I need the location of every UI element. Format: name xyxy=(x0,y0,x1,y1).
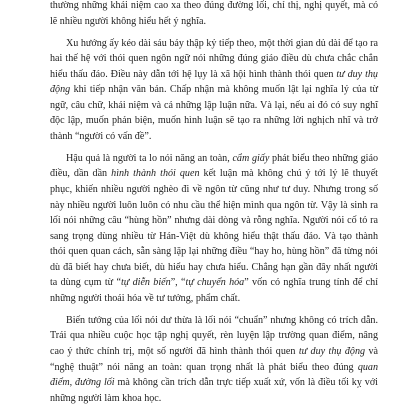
italic-phrase: tư duy thụ động xyxy=(50,68,378,96)
text-run: mà không cần trích dẫn trực tiếp xuất xứ, vốn là điều tối kỵ với những người làm khoa học. xyxy=(50,377,378,404)
italic-phrase: cẩm giấy xyxy=(232,152,270,164)
italic-phrase: hình thành thói quen xyxy=(111,168,200,180)
paragraph-3 xyxy=(50,151,378,306)
document-page xyxy=(50,0,378,406)
text-run: ” vốn có nghĩa trung tính để chỉ những người thoái hóa về tư tưởng, phẩm chất. xyxy=(50,277,378,304)
paragraph-4 xyxy=(50,313,378,406)
text-run: khi tiếp nhận văn bản. Chấp nhận mà không muốn lật lại nghĩa lý của từ ngữ, câu chữ, khái niệm và cả những lập luận nữa. Và lại, nếu ai đó có suy nghĩ độc lập, muốn phản biện, muốn hình luận sẽ tạo ra những lời nghịch nhĩ và trở thành “người có vấn đề”. xyxy=(50,84,378,142)
italic-phrase: tư duy thụ động xyxy=(298,345,366,357)
text-run: và “nghệ thuật” nói năng an toàn: quan trọng nhất là phát biểu theo đúng xyxy=(50,345,378,373)
text-run: kết luận mà không chú ý tới lý lẽ thuyết phục, khiến nhiều người nghèo đi về ngôn từ cũng như tư duy. Nhưng trong số này nhiều người luôn luôn có nhu cầu thể hiện mình qua ngôn từ. Vậy là sinh ra lối nói những câu “hùng hồn” nhưng dài dòng và rỗng nghĩa. Người nói cố tỏ ra sang trọng dùng nhiều từ Hán-Việt dù không hiểu thật thấu đáo. Và tạo thành thói quen quan cách, sẵn sàng lặp lại những điều “hay ho, hùng hồn” đã từng nói dù đã biết hay chưa biết, dù hiểu hay chưa hiểu. Chẳng hạn gần đây nhất người ta dùng cụm từ “ xyxy=(50,168,378,289)
paragraph-1 xyxy=(50,0,378,29)
text-run: phát biểu theo những giáo điều, dần dần xyxy=(50,152,379,180)
text-run: ”, “ xyxy=(170,277,186,289)
text-run: Xu hướng ấy kéo dài sáu bảy thập kỷ tiếp theo, một thời gian dủ dài để tạo ra hai thế hệ với thói quen ngôn ngữ nói những đúng giáo điều dù chưa chắc chắn hiểu thấu đáo. Điều này dẫn tới hệ lụy là xã hội hình thành thói quen xyxy=(50,37,378,80)
text-run: thường những khái niệm cao xa theo đúng đường lối, chỉ thị, nghị quyết, mà có lẽ nhiều người không hiểu hết ý nghĩa. xyxy=(50,0,378,27)
italic-phrase: tự diễn biến xyxy=(120,277,171,289)
italic-phrase: tự chuyển hóa xyxy=(185,277,245,289)
italic-phrase: quan điểm, đường lối xyxy=(50,361,378,389)
text-run: Biến tướng của lối nói dư thừa là lối nói “chuẩn” nhưng không có trích dẫn. Trái qua nhiều cuộc học tập nghị quyết, rèn luyện lập trường quan điểm, nâng cao ý thức chính trị, một số người đã hình thành thói quen xyxy=(50,314,378,357)
paragraph-2 xyxy=(50,36,378,145)
text-run: Hậu quả là người ta lo nói năng an toàn, xyxy=(66,152,233,164)
